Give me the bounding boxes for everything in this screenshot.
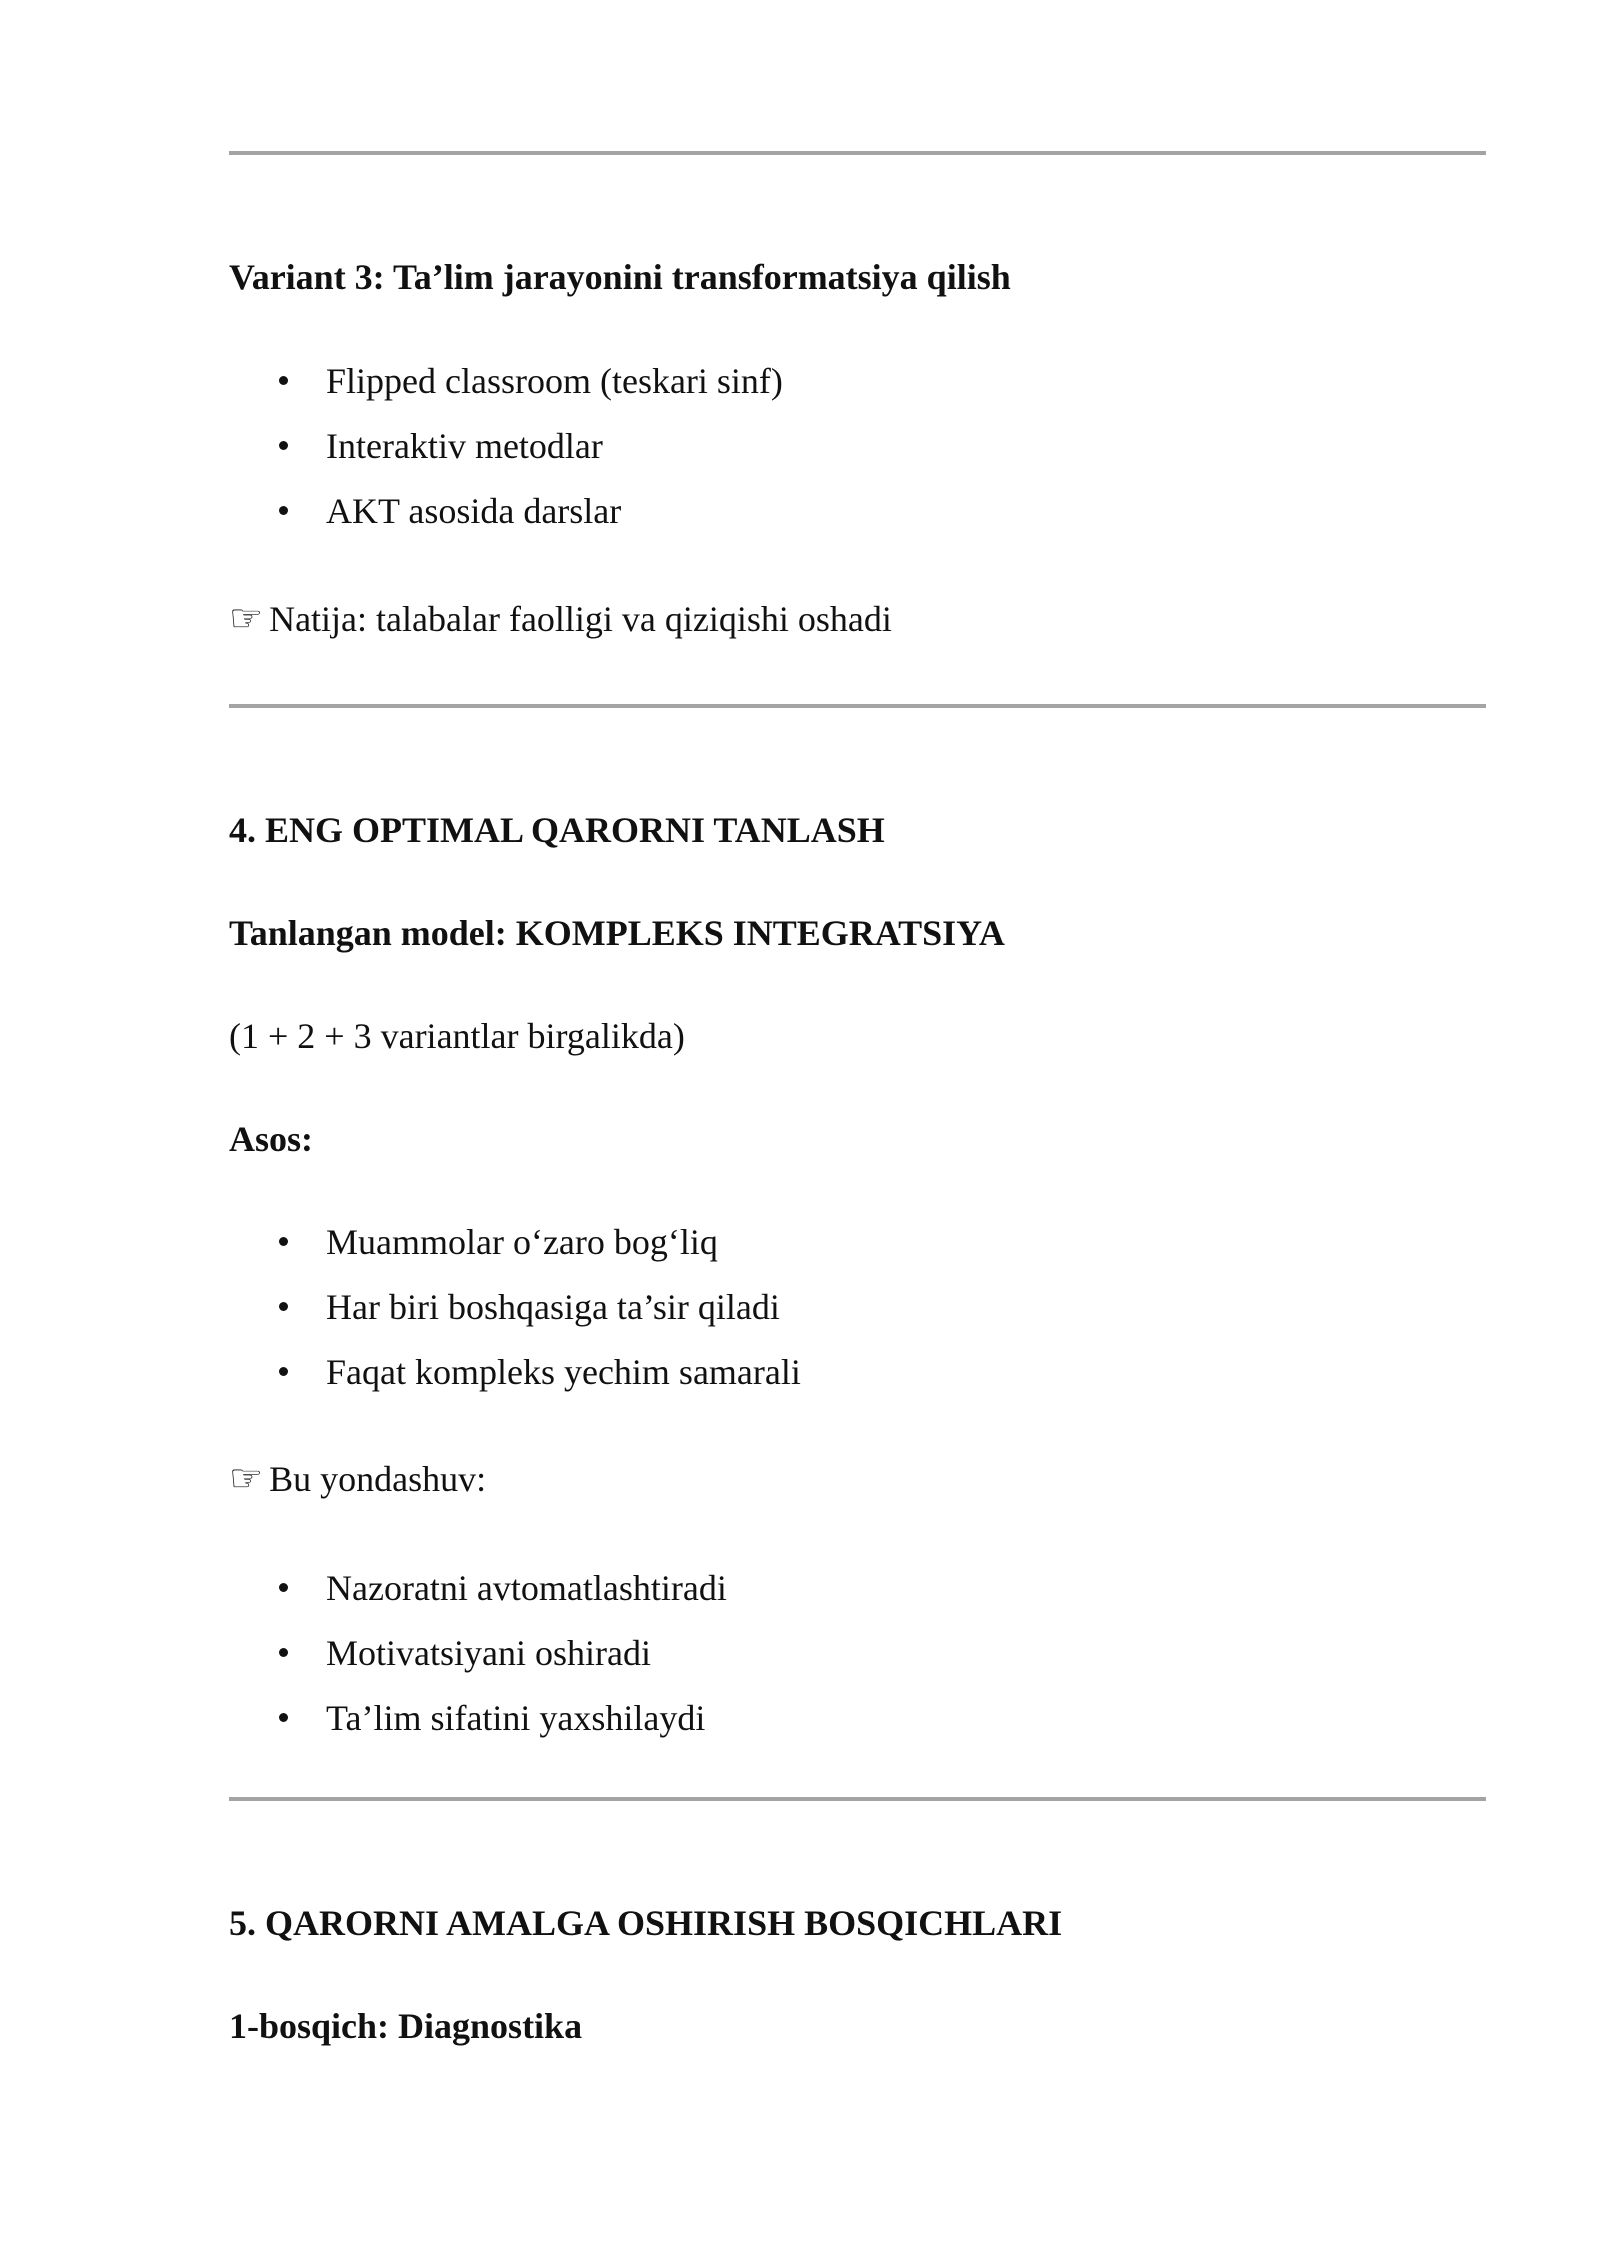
list-item-text: Har biri boshqasiga ta’sir qiladi — [326, 1287, 780, 1327]
bullet-icon — [279, 1713, 288, 1722]
bullet-icon — [279, 376, 288, 385]
list-item-text: Faqat kompleks yechim samarali — [326, 1352, 801, 1392]
list-item-text: Flipped classroom (teskari sinf) — [326, 361, 783, 401]
bullet-icon — [279, 1648, 288, 1657]
variants-note: (1 + 2 + 3 variantlar birgalikda) — [229, 1016, 685, 1056]
list-item-text: Nazoratni avtomatlashtiradi — [326, 1568, 727, 1608]
bullet-icon — [279, 1367, 288, 1376]
horizontal-divider — [229, 151, 1486, 155]
pointing-hand-icon: ☞ — [229, 596, 264, 640]
list-item-text: Interaktiv metodlar — [326, 426, 603, 466]
pointing-hand-icon: ☞ — [229, 1456, 264, 1500]
list-item-text: AKT asosida darslar — [326, 491, 622, 531]
horizontal-divider — [229, 1797, 1486, 1801]
approach-label — [229, 1456, 486, 1501]
approach-text: Bu yondashuv: — [269, 1459, 487, 1499]
bullet-icon — [279, 1583, 288, 1592]
bullet-icon — [279, 506, 288, 515]
list-item-text: Muammolar o‘zaro bog‘liq — [326, 1222, 718, 1262]
variant3-heading: Variant 3: Ta’lim jarayonini transformatsiya qilish — [229, 257, 1011, 297]
bullet-icon — [279, 1237, 288, 1246]
stage1-heading: 1-bosqich: Diagnostika — [229, 2006, 583, 2046]
list-item-text: Ta’lim sifatini yaxshilaydi — [326, 1698, 706, 1738]
result-text: Natija: talabalar faolligi va qiziqishi oshadi — [269, 599, 892, 639]
chosen-model: Tanlangan model: KOMPLEKS INTEGRATSIYA — [229, 913, 1005, 953]
list-item-text: Motivatsiyani oshiradi — [326, 1633, 651, 1673]
section5-heading: 5. QARORNI AMALGA OSHIRISH BOSQICHLARI — [229, 1903, 1063, 1943]
bullet-icon — [279, 441, 288, 450]
horizontal-divider — [229, 704, 1486, 708]
variant3-result — [229, 596, 892, 641]
bullet-icon — [279, 1302, 288, 1311]
basis-label: Asos: — [229, 1119, 314, 1159]
section4-heading: 4. ENG OPTIMAL QARORNI TANLASH — [229, 810, 885, 850]
